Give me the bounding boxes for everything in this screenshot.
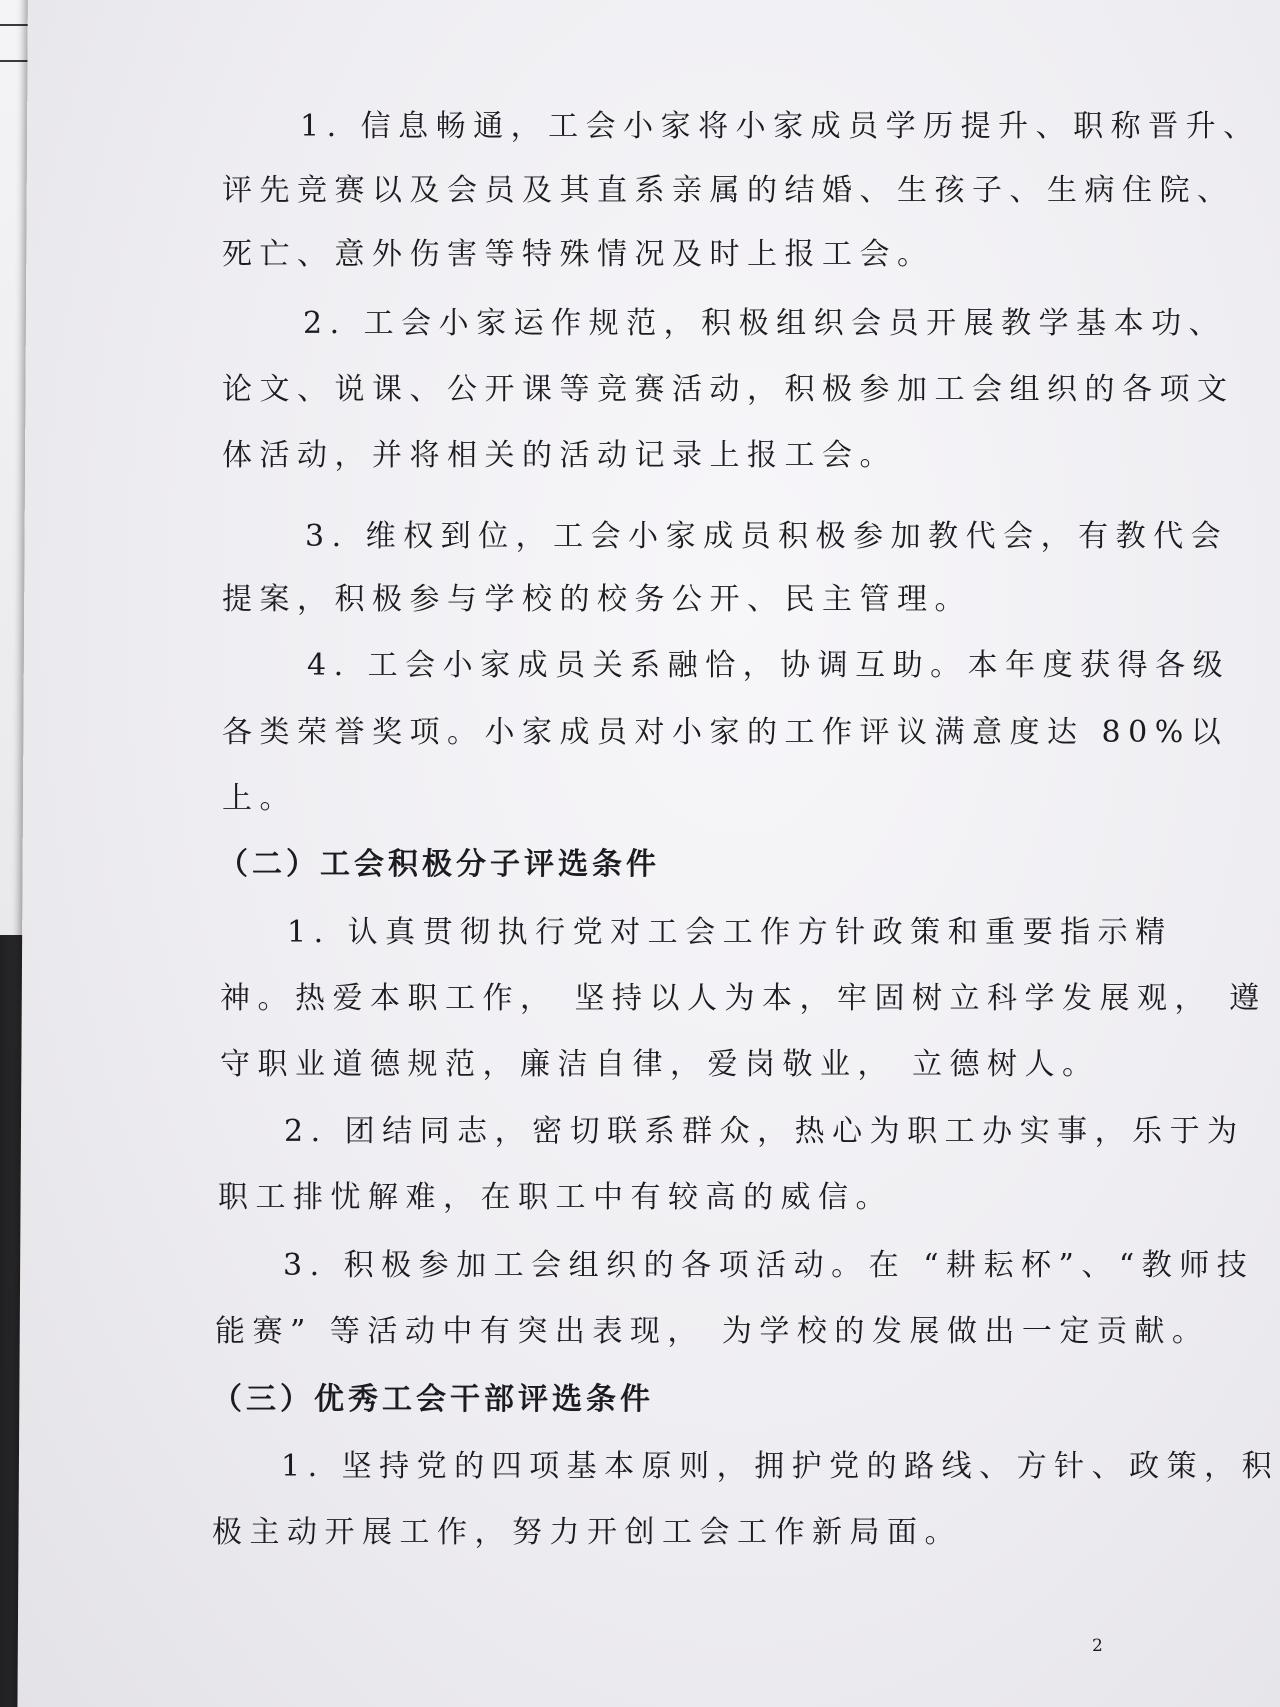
paragraph-line: 体活动，并将相关的活动记录上报工会。 [222, 438, 897, 473]
paragraph-line: 2. 团结同志，密切联系群众，热心为职工办实事，乐于为 [284, 1114, 1245, 1149]
section-heading: （三）优秀工会干部评选条件 [212, 1382, 654, 1417]
paragraph-line: 能赛” 等活动中有突出表现， 为学校的发展做出一定贡献。 [215, 1314, 1210, 1349]
page-number: 2 [1092, 1636, 1103, 1656]
paragraph-line: 1. 信息畅通，工会小家将小家成员学历提升、职称晋升、 [300, 109, 1261, 144]
paragraph-line: 神。热爱本职工作， 坚持以人为本，牢固树立科学发展观， 遵 [220, 981, 1267, 1016]
paragraph-line: 论文、说课、公开课等竞赛活动，积极参加工会组织的各项文 [222, 372, 1235, 407]
paragraph-line: 极主动开展工作，努力开创工会工作新局面。 [212, 1515, 962, 1550]
paragraph-line: 上。 [222, 781, 297, 816]
paragraph-line: 1. 坚持党的四项基本原则，拥护党的路线、方针、政策，积 [281, 1449, 1280, 1484]
paragraph-line: 守职业道德规范，廉洁自律，爱岗敬业， 立德树人。 [220, 1047, 1100, 1082]
paragraph-line: 职工排忧解难，在职工中有较高的威信。 [218, 1180, 893, 1215]
paragraph-line: 3. 积极参加工会组织的各项活动。在 “耕耘杯”、“教师技 [283, 1248, 1255, 1283]
section-heading: （二）工会积极分子评选条件 [218, 847, 660, 882]
paragraph-line: 死亡、意外伤害等特殊情况及时上报工会。 [222, 237, 935, 272]
paragraph-line: 2. 工会小家运作规范，积极组织会员开展教学基本功、 [303, 306, 1227, 341]
paragraph-line: 提案，积极参与学校的校务公开、民主管理。 [222, 582, 972, 617]
paragraph-line: 3. 维权到位，工会小家成员积极参加教代会，有教代会 [305, 519, 1229, 554]
paragraph-line: 各类荣誉奖项。小家成员对小家的工作评议满意度达 80%以 [222, 715, 1229, 750]
paragraph-line: 4. 工会小家成员关系融恰，协调互助。本年度获得各级 [307, 648, 1231, 683]
paragraph-line: 1. 认真贯彻执行党对工会工作方针政策和重要指示精 [287, 915, 1173, 950]
paragraph-line: 评先竞赛以及会员及其直系亲属的结婚、生孩子、生病住院、 [222, 173, 1235, 208]
